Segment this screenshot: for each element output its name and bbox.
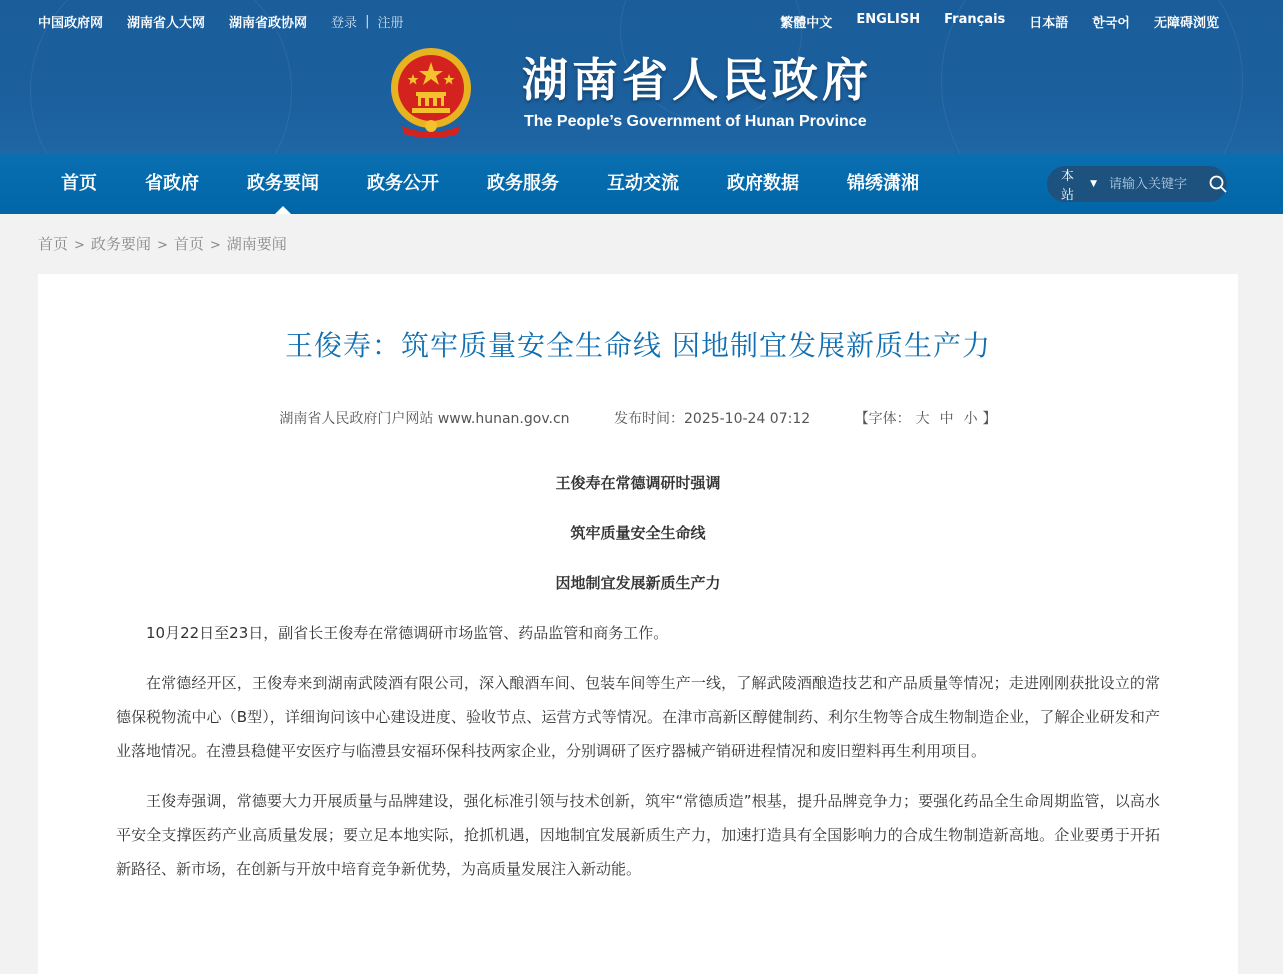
publish-value: 2025-10-24 07:12 [684, 411, 811, 427]
article-panel [38, 274, 1238, 974]
article-paragraph: 10月22日至23日，副省长王俊寿在常德调研市场监管、药品监管和商务工作。 [146, 624, 669, 642]
nav-item-government-services[interactable]: 政务服务 [487, 173, 559, 194]
lang-korean[interactable]: 한국어 [1092, 16, 1130, 31]
breadcrumb-home-2[interactable]: 首页 [173, 235, 204, 253]
site-title: 湖南省人民政府 [522, 53, 872, 107]
article-meta [38, 408, 1238, 428]
lang-japanese[interactable]: 日本語 [1029, 16, 1069, 31]
link-gov-cn[interactable]: 中国政府网 [38, 16, 104, 31]
site-header [0, 0, 1283, 154]
article-source: 湖南省人民政府门户网站 www.hunan.gov.cn [279, 411, 570, 427]
accessibility-link[interactable]: 无障碍浏览 [1153, 16, 1219, 31]
font-size-control [855, 411, 997, 427]
caret-down-icon[interactable]: ▼ [1090, 179, 1097, 189]
breadcrumb [0, 214, 1283, 274]
font-size-close: 】 [982, 411, 997, 427]
site-subtitle: The People’s Government of Hunan Province [524, 113, 867, 130]
publish-label: 发布时间： [614, 411, 684, 427]
article-subhead: 因地制宜发展新质生产力 [555, 574, 721, 592]
font-size-large[interactable]: 大 [915, 411, 930, 427]
publish-time [614, 411, 810, 427]
search-box [1047, 166, 1227, 202]
main-nav [0, 154, 1283, 214]
register-link[interactable]: 注册 [377, 16, 404, 31]
breadcrumb-government-news[interactable]: 政务要闻 [90, 235, 151, 253]
nav-item-interaction[interactable]: 互动交流 [607, 173, 679, 194]
article-title: 王俊寿：筑牢质量安全生命线 因地制宜发展新质生产力 [285, 329, 991, 362]
lang-french[interactable]: Français [944, 12, 1006, 27]
article-subhead: 筑牢质量安全生命线 [570, 524, 706, 542]
breadcrumb-home[interactable]: 首页 [38, 235, 69, 253]
article-subhead: 王俊寿在常德调研时强调 [555, 474, 721, 492]
lang-english[interactable]: ENGLISH [856, 12, 921, 27]
article-body [38, 458, 1238, 886]
breadcrumb-separator: > [156, 238, 168, 253]
language-links [756, 12, 1219, 31]
link-hunan-npc[interactable]: 湖南省人大网 [127, 16, 206, 31]
nav-item-government-news[interactable]: 政务要闻 [223, 154, 343, 214]
nav-item-home[interactable]: 首页 [61, 173, 97, 194]
nav-item-government-data[interactable]: 政府数据 [727, 173, 799, 194]
font-size-label: 【字体： [854, 411, 911, 427]
lang-traditional-chinese[interactable]: 繁體中文 [780, 16, 833, 31]
nav-item-provincial-government[interactable]: 省政府 [145, 173, 199, 194]
nav-item-hunan-scenery[interactable]: 锦绣潇湘 [847, 173, 919, 194]
breadcrumb-separator: > [74, 238, 85, 253]
search-icon[interactable] [1209, 175, 1227, 193]
top-links [38, 12, 403, 31]
search-scope-select[interactable]: 本站 [1061, 169, 1075, 203]
link-hunan-cppcc[interactable]: 湖南省政协网 [229, 16, 308, 31]
font-size-medium[interactable]: 中 [939, 411, 954, 427]
font-size-small[interactable]: 小 [963, 411, 978, 427]
breadcrumb-hunan-news[interactable]: 湖南要闻 [226, 235, 287, 253]
article-paragraph: 王俊寿强调，常德要大力开展质量与品牌建设，强化标准引领与技术创新，筑牢“常德质造”根基，提升品牌竞争力；要强化药品全生命周期监管，以高水平安全支撑医药产业高质量发展；要立足本地实际，抢抓机遇，因地制宜发展新质生产力，加速打造具有全国影响力的合成生物制造新高地。企业要勇于开拓新路径、新市场，在创新与开放中培育竞争新优势，为高质量发展注入新动能。 [116, 792, 1160, 878]
breadcrumb-separator: > [209, 238, 221, 253]
login-link[interactable]: 登录 [331, 16, 358, 31]
nav-item-government-affairs-open[interactable]: 政务公开 [367, 173, 439, 194]
auth-separator: | [365, 14, 370, 29]
national-emblem-icon[interactable] [388, 46, 474, 138]
search-input[interactable] [1107, 176, 1207, 193]
article-paragraph: 在常德经开区，王俊寿来到湖南武陵酒有限公司，深入酿酒车间、包装车间等生产一线，了解武陵酒酿造技艺和产品质量等情况；走进刚刚获批设立的常德保税物流中心（B型），详细询问该中心建设进度、验收节点、运营方式等情况。在津市高新区醇健制药、利尔生物等合成生物制造企业，了解企业研发和产业落地情况。在澧县稳健平安医疗与临澧县安福环保科技两家企业，分别调研了医疗器械产销研进程情况和废旧塑料再生利用项目。 [116, 674, 1160, 760]
